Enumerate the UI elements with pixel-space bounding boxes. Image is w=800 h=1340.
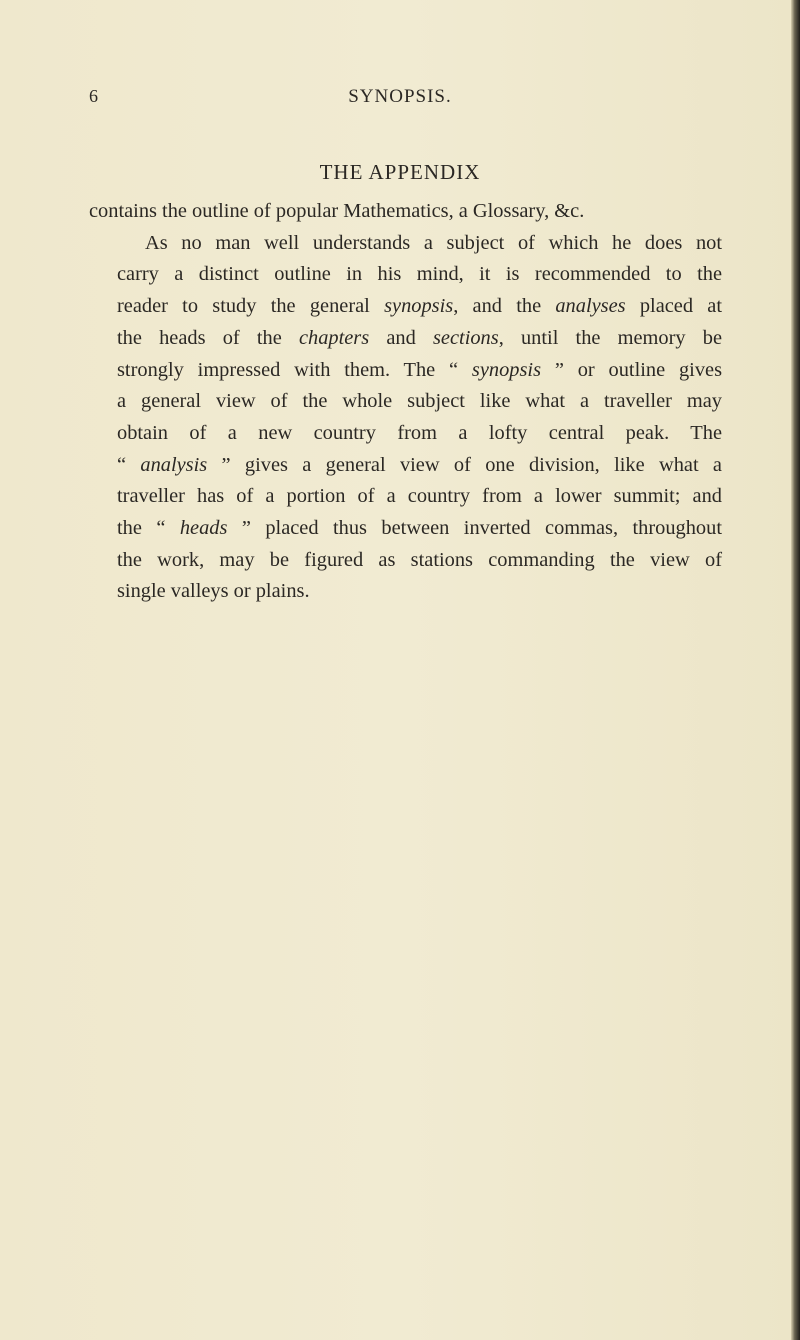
text-line: reader to study the general synopsis, and the analyses placed at [117, 295, 722, 318]
italic-term: sections [433, 326, 499, 349]
body-text [89, 196, 722, 608]
italic-term: analysis [140, 453, 208, 476]
section-heading: THE APPENDIX [319, 160, 481, 184]
text-line: the heads of the chapters and sections, until the memory be [117, 326, 723, 349]
text-line: As no man well understands a subject of which he does not [145, 231, 722, 254]
text-line: contains the outline of popular Mathematics, a Glossary, &c. [89, 200, 585, 222]
text-line: “ analysis ” gives a general view of one division, like what a [117, 453, 722, 476]
text-line: the work, may be figured as stations commanding the view of [117, 548, 722, 571]
page-edge-shadow [791, 0, 800, 1340]
text-line: obtain of a new country from a lofty central peak. The [117, 421, 722, 444]
running-title: SYNOPSIS. [348, 86, 452, 107]
paragraph-2 [89, 228, 722, 608]
running-head [0, 86, 800, 110]
text-line: a general view of the whole subject like what a traveller may [117, 390, 722, 413]
paragraph-1 [89, 196, 722, 228]
italic-term: synopsis [384, 295, 454, 318]
italic-term: analyses [555, 295, 626, 318]
text-line: strongly impressed with them. The “ synopsis ” or outline gives [117, 358, 722, 381]
italic-term: chapters [298, 326, 370, 349]
text-line: single valleys or plains. [117, 580, 310, 603]
page-number: 6 [89, 86, 99, 106]
text-line: traveller has of a portion of a country from a lower summit; and [117, 485, 722, 508]
text-line: carry a distinct outline in his mind, it is recommended to the [117, 263, 722, 286]
italic-term: heads [179, 517, 228, 540]
italic-term: synopsis [471, 358, 542, 381]
text-line: the “ heads ” placed thus between inverted commas, throughout [117, 517, 722, 540]
